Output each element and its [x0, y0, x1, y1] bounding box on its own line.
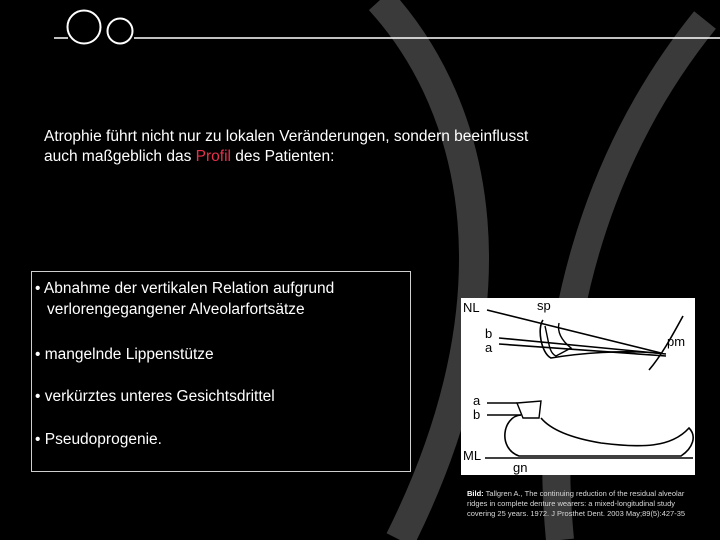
upper-teeth [545, 323, 571, 356]
bullet-item-face-third: • verkürztes unteres Gesichtsdrittel [35, 388, 275, 405]
intro-line-2-pre: auch maßgeblich das [44, 148, 196, 165]
bullet-text-continued: verlorengegangener Alveolarfortsätze [47, 301, 305, 318]
bullet-item-vertical-relation [35, 278, 334, 320]
label-gn: gn [513, 460, 528, 475]
intro-line-2 [44, 147, 644, 167]
logo-circle-large [68, 11, 101, 44]
label-a-upper: a [485, 340, 493, 355]
mandible-outline [505, 415, 693, 456]
intro-line-2-post: des Patienten: [230, 148, 335, 165]
bullet-box [31, 271, 411, 472]
figure-caption [467, 489, 697, 519]
logo-circle-small [108, 19, 133, 44]
label-b-lower: b [473, 407, 481, 422]
caption-text: Tallgren A., The continuing reduction of the residual alveolar ridges in complete denture wearers: a mixed-longitudinal study covering 25 years. 1972. J Prosthet Dent. 2003 May;89(5):427-35 [467, 489, 686, 518]
label-nl: NL [463, 300, 480, 315]
label-a-lower: a [473, 393, 481, 408]
intro-text [44, 127, 644, 167]
maxilla-outline [540, 320, 657, 358]
label-sp: sp [537, 298, 551, 313]
label-b-upper: b [485, 326, 493, 341]
label-ml: ML [463, 448, 482, 463]
highlight-word: Profil [195, 148, 231, 165]
bullet-text: • Abnahme der vertikalen Relation aufgrund [35, 280, 335, 297]
nl-line [487, 310, 661, 353]
caption-label: Bild: [467, 489, 484, 498]
profile-figure [461, 298, 695, 475]
bullet-item-pseudoprogenie: • Pseudoprogenie. [35, 431, 162, 448]
label-pm: pm [667, 334, 686, 349]
profile-drawing [461, 298, 695, 475]
intro-line-1: Atrophie führt nicht nur zu lokalen Veränderungen, sondern beeinflusst [44, 128, 529, 145]
bullet-item-lip-support: • mangelnde Lippenstütze [35, 346, 214, 363]
